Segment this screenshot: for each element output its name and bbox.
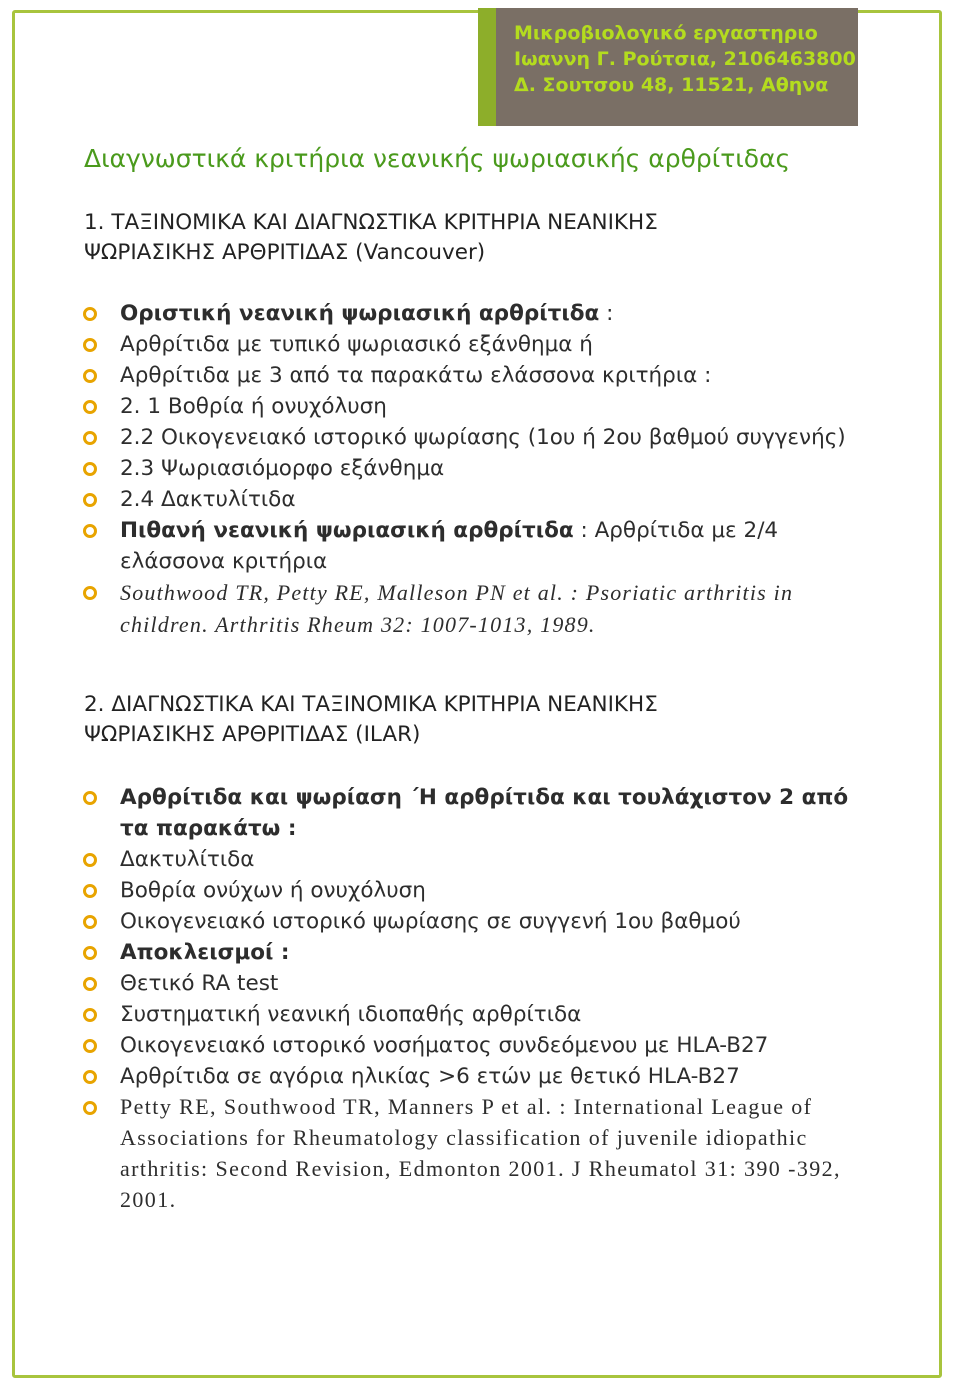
item-bold-text: Αποκλεισμοί : [120,940,290,965]
reference-text: Petty RE, Southwood TR, Manners P et al. : International League of Associations for Rheumatology classification of juvenile idiopathic arthritis: Second Revision, Edmonton 2001. J Rheumatol 31: 390 -392, 2001. [120,1094,841,1212]
ring-bullet-icon [82,852,98,868]
ring-bullet-icon [82,306,98,322]
ring-bullet-icon [82,523,98,539]
ring-bullet-icon [82,337,98,353]
ring-bullet-icon [82,492,98,508]
item-text: : Αρθρίτιδα με 2/4 ελάσσονα κριτήρια [120,518,779,574]
section2-list [82,782,882,1216]
ring-bullet-icon [82,883,98,899]
reference-item [82,1092,882,1216]
item-bold-text: Πιθανή νεανική ψωριασική αρθρίτιδα [120,518,574,543]
ring-bullet-icon [82,1069,98,1085]
list-item [82,298,882,329]
list-item [82,782,882,844]
item-bold-text: Αρθρίτιδα και ψωρίαση ΄Η αρθρίτιδα και τουλάχιστον 2 από τα παρακάτω : [120,785,849,841]
section1-heading-line1: 1. ΤΑΞΙΝΟΜΙΚΑ ΚΑΙ ΔΙΑΓΝΩΣΤΙΚΑ ΚΡΙΤΗΡΙΑ ΝΕΑΝΙΚΗΣ [84,210,658,235]
ring-bullet-icon [82,790,98,806]
item-text: : [599,301,614,326]
ring-bullet-icon [82,1038,98,1054]
list-item [82,360,882,391]
ring-bullet-icon [82,399,98,415]
item-text: 2.4 Δακτυλίτιδα [120,487,296,512]
ring-bullet-icon [82,368,98,384]
ring-bullet-icon [82,945,98,961]
item-text: 2. 1 Βοθρία ή ονυχόλυση [120,394,387,419]
lab-header [478,8,858,126]
item-text: Δακτυλίτιδα [120,847,255,872]
list-item [82,968,882,999]
ring-bullet-icon [82,914,98,930]
list-item [82,875,882,906]
ring-bullet-icon [82,430,98,446]
section1-list [82,298,882,641]
lab-name: Μικροβιολογικό εργαστηριο [514,22,818,44]
ring-bullet-icon [82,461,98,477]
page-title: Διαγνωστικά κριτήρια νεανικής ψωριασικής αρθρίτιδας [84,144,791,173]
ring-bullet-icon [82,1100,98,1116]
list-item [82,937,882,968]
reference-item [82,577,882,641]
list-item [82,422,882,453]
item-text: Οικογενειακό ιστορικό ψωρίασης σε συγγενή 1ου βαθμού [120,909,741,934]
ring-bullet-icon [82,1007,98,1023]
ring-bullet-icon [82,585,98,601]
item-text: Αρθρίτιδα σε αγόρια ηλικίας >6 ετών με θετικό HLA-B27 [120,1064,740,1089]
list-item [82,484,882,515]
section2-heading-line1: 2. ΔΙΑΓΝΩΣΤΙΚΑ ΚΑΙ ΤΑΞΙΝΟΜΙΚΑ ΚΡΙΤΗΡΙΑ ΝΕΑΝΙΚΗΣ [84,692,658,717]
lab-address: Δ. Σουτσου 48, 11521, Αθηνα [514,74,829,96]
item-text: Βοθρία ονύχων ή ονυχόλυση [120,878,426,903]
reference-text: Southwood TR, Petty RE, Malleson PN et al. : Psoriatic arthritis in children. Arthritis Rheum 32: 1007-1013, 1989. [120,580,794,637]
item-text: Συστηματική νεανική ιδιοπαθής αρθρίτιδα [120,1002,582,1027]
item-text: 2.2 Οικογενειακό ιστορικό ψωρίασης (1ου ή 2ου βαθμού συγγενής) [120,425,846,450]
section1-heading [84,208,844,268]
section2-heading [84,690,844,750]
ring-bullet-icon [82,976,98,992]
list-item [82,453,882,484]
list-item [82,329,882,360]
list-item [82,515,882,577]
section1-heading-line2: ΨΩΡΙΑΣΙΚΗΣ ΑΡΘΡΙΤΙΔΑΣ (Vancouver) [84,240,486,265]
list-item [82,391,882,422]
list-item [82,1030,882,1061]
list-item [82,999,882,1030]
item-text: Αρθρίτιδα με τυπικό ψωριασικό εξάνθημα ή [120,332,593,357]
list-item [82,844,882,875]
list-item [82,1061,882,1092]
lab-contact: Ιωαννη Γ. Ρούτσια, 2106463800 [514,48,856,70]
list-item [82,906,882,937]
item-bold-text: Οριστική νεανική ψωριασική αρθρίτιδα [120,301,600,326]
item-text: Οικογενειακό ιστορικό νοσήματος συνδεόμενου με HLA-B27 [120,1033,769,1058]
item-text: Αρθρίτιδα με 3 από τα παρακάτω ελάσσονα κριτήρια : [120,363,712,388]
item-text: Θετικό RA test [120,971,279,996]
item-text: 2.3 Ψωριασιόμορφο εξάνθημα [120,456,445,481]
section2-heading-line2: ΨΩΡΙΑΣΙΚΗΣ ΑΡΘΡΙΤΙΔΑΣ (ILAR) [84,722,421,747]
